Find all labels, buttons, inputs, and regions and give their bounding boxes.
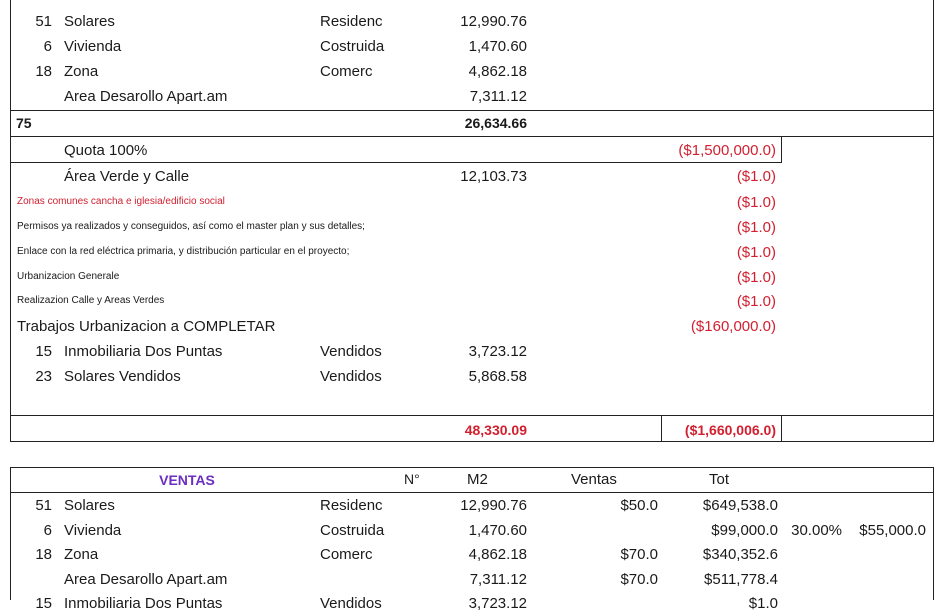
row-m2: 7,311.12 (469, 88, 527, 105)
row-label: Zona (64, 546, 99, 563)
row-type: Comerc (320, 546, 373, 563)
row-type: Vendidos (320, 595, 382, 612)
row-m2: 3,723.12 (468, 343, 527, 360)
header-price: Ventas (571, 471, 617, 488)
area-verde-m2: 12,103.73 (460, 168, 527, 185)
row-type: Residenc (320, 497, 383, 514)
row-m2: 5,868.58 (468, 368, 527, 385)
row-count: 18 (35, 63, 52, 80)
quota-box-bottom (10, 162, 782, 163)
grand-total-value: ($1,660,006.0) (684, 422, 776, 438)
row-percent: 30.00% (791, 522, 842, 539)
row-type: Residenc (320, 13, 383, 30)
cost-item-label: Realizazion Calle y Areas Verdes (17, 295, 165, 306)
row-type: Vendidos (320, 343, 382, 360)
row-count: 6 (43, 38, 52, 55)
sales-header-title: VENTAS (159, 472, 215, 488)
header-m2: M2 (467, 471, 488, 488)
quota-box-right (781, 136, 782, 162)
table2-header-divider (10, 492, 934, 493)
row-label: Area Desarollo Apart.am (64, 88, 228, 105)
row-type: Costruida (320, 522, 385, 539)
subtotal-count: 75 (16, 115, 32, 131)
header-tot: Tot (709, 471, 730, 488)
row-count: 6 (43, 522, 52, 539)
row-label: Solares (64, 497, 115, 514)
row-extra: $55,000.0 (859, 522, 926, 539)
row-label: Area Desarollo Apart.am (64, 571, 228, 588)
row-m2: 4,862.18 (468, 546, 527, 563)
row-total: $99,000.0 (711, 522, 778, 539)
table2-left-border (10, 467, 11, 600)
trabajos-value: ($160,000.0) (690, 318, 776, 335)
area-verde-value: ($1.0) (736, 168, 776, 185)
cost-item-value: ($1.0) (736, 194, 776, 211)
area-verde-label: Área Verde y Calle (64, 168, 190, 185)
subtotal-m2: 26,634.66 (464, 115, 527, 131)
row-type: Vendidos (320, 368, 382, 385)
cost-item-label: Enlace con la red eléctrica primaria, y distribución particular en el proyecto; (17, 246, 350, 257)
row-label: Solares Vendidos (64, 368, 181, 385)
quota-label: Quota 100% (64, 142, 148, 159)
row-count: 51 (35, 13, 52, 30)
row-price: $70.0 (620, 546, 658, 563)
row-count: 23 (35, 368, 52, 385)
cost-item-label: Urbanizacion Generale (17, 271, 120, 282)
row-m2: 12,990.76 (460, 13, 527, 30)
row-label: Solares (64, 13, 115, 30)
row-total: $1.0 (748, 595, 778, 612)
table1-divider (10, 136, 934, 137)
quota-value: ($1,500,000.0) (678, 142, 776, 159)
row-m2: 3,723.12 (468, 595, 527, 612)
table1-left-border (10, 0, 11, 441)
row-count: 18 (35, 546, 52, 563)
header-n: N° (404, 471, 420, 487)
table1-divider (10, 415, 934, 416)
table1-divider (10, 110, 934, 111)
cost-item-value: ($1.0) (736, 219, 776, 236)
row-label: Inmobiliaria Dos Puntas (64, 595, 223, 612)
table2-top-border (10, 467, 934, 468)
cost-item-value: ($1.0) (736, 293, 776, 310)
row-type: Comerc (320, 63, 373, 80)
row-m2: 7,311.12 (469, 571, 527, 588)
row-label: Vivienda (64, 522, 122, 539)
row-m2: 1,470.60 (468, 522, 527, 539)
row-m2: 4,862.18 (468, 63, 527, 80)
cost-item-label: Zonas comunes cancha e iglesia/edificio social (17, 196, 225, 207)
grand-total-m2: 48,330.09 (464, 422, 527, 438)
trabajos-label: Trabajos Urbanizacion a COMPLETAR (17, 318, 276, 335)
row-price: $70.0 (620, 571, 658, 588)
table2-right-border (933, 467, 934, 600)
row-label: Vivienda (64, 38, 122, 55)
cost-item-value: ($1.0) (736, 269, 776, 286)
row-count: 15 (35, 595, 52, 612)
row-total: $340,352.6 (702, 546, 778, 563)
cost-item-label: Permisos ya realizados y conseguidos, así como el master plan y sus detalles; (17, 221, 365, 232)
row-label: Inmobiliaria Dos Puntas (64, 343, 223, 360)
row-count: 15 (35, 343, 52, 360)
row-m2: 12,990.76 (460, 497, 527, 514)
row-count: 51 (35, 497, 52, 514)
table1-right-border (933, 0, 934, 441)
row-label: Zona (64, 63, 99, 80)
row-type: Costruida (320, 38, 385, 55)
row-total: $649,538.0 (702, 497, 778, 514)
row-total: $511,778.4 (704, 571, 778, 588)
row-m2: 1,470.60 (468, 38, 527, 55)
table1-bottom-border (10, 441, 934, 442)
grand-box-right (781, 415, 782, 442)
row-price: $50.0 (620, 497, 658, 514)
cost-item-value: ($1.0) (736, 244, 776, 261)
